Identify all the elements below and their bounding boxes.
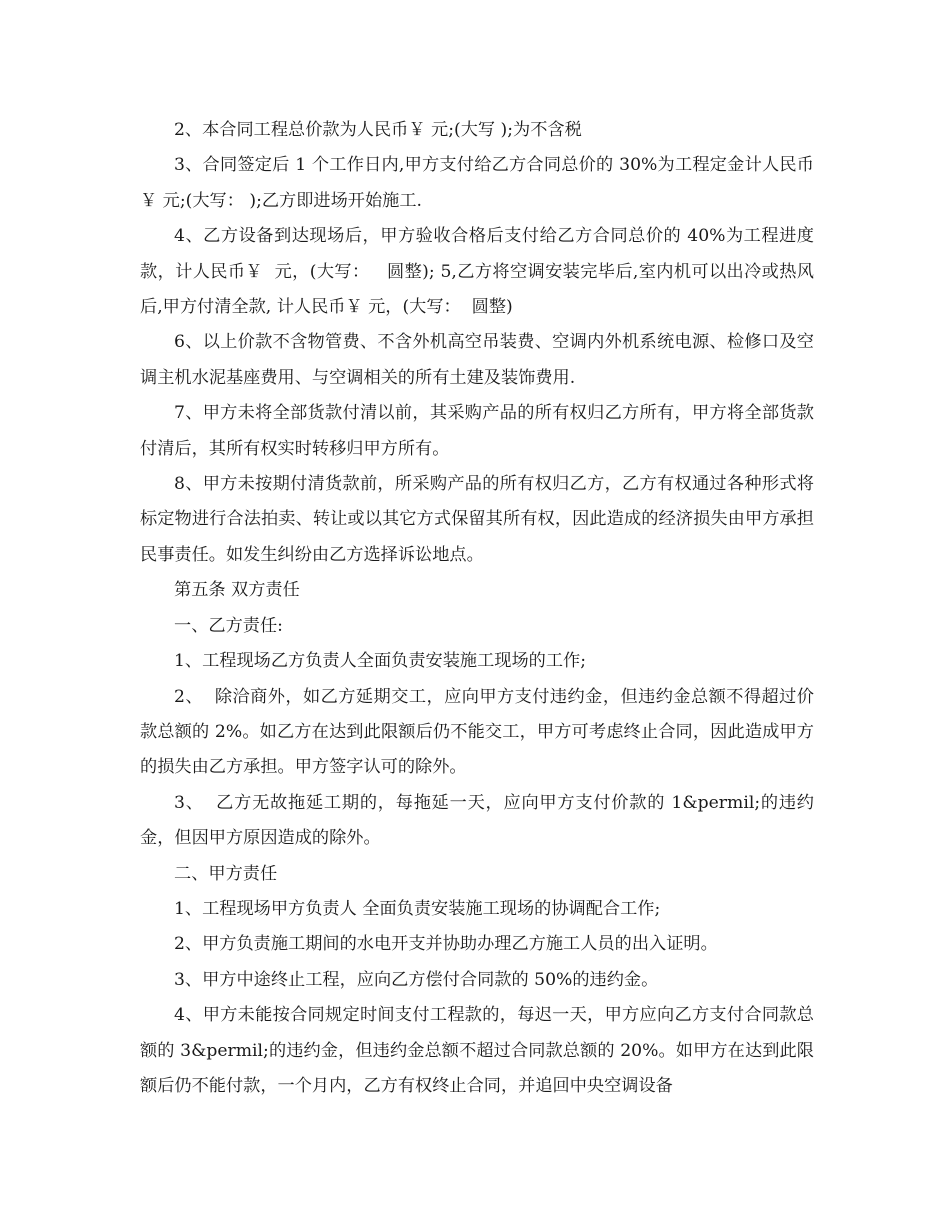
section-heading-article-5: 第五条 双方责任 [174,580,300,601]
paragraph-unpaid-ownership: 8、甲方未按期付清货款前，所采购产品的所有权归乙方，乙方有权通过各种形式将标定物进行合法拍卖、转让或以其它方式保留其所有权，因此造成的经济损失由甲方承担民事责任。如发生纠纷由乙方选择诉讼地点。 [140,474,814,565]
paragraph-party-b-3: 3、 乙方无故拖延工期的，每拖延一天，应向甲方支付价款的 1&permil;的违约金，但因甲方原因造成的除外。 [140,792,814,849]
paragraph-party-a-1: 1、工程现场甲方负责人 全面负责安装施工现场的协调配合工作; [174,898,661,919]
subheading-party-a-duties: 二、甲方责任 [174,863,278,884]
paragraph-total-price: 2、本合同工程总价款为人民币￥ 元;(大写 );为不含税 [174,120,582,140]
paragraph-party-a-3: 3、甲方中途终止工程，应向乙方偿付合同款的 50%的违约金。 [174,969,659,990]
paragraph-price-exclusions: 6、以上价款不含物管费、不含外机高空吊装费、空调内外机系统电源、检修口及空调主机水泥基座费用、与空调相关的所有土建及装饰费用. [140,332,814,388]
paragraph-ownership-transfer: 7、甲方未将全部货款付清以前，其采购产品的所有权归乙方所有，甲方将全部货款付清后，其所有权实时转移归甲方所有。 [140,403,814,459]
subheading-party-b-duties: 一、乙方责任: [174,615,283,636]
paragraph-party-a-2: 2、甲方负责施工期间的水电开支并协助办理乙方施工人员的出入证明。 [174,934,718,955]
paragraph-party-b-1: 1、工程现场乙方负责人全面负责安装施工现场的工作; [174,651,587,672]
paragraph-progress-payment: 4、乙方设备到达现场后，甲方验收合格后支付给乙方合同总价的 40%为工程进度款，计人民币￥ 元，(大写： 圆整); 5,乙方将空调安装完毕后,室内机可以出冷或热风后,甲方付清全款, 计人民币￥ 元，(大写： 圆整) [140,226,814,318]
paragraph-deposit: 3、合同签定后 1 个工作日内,甲方支付给乙方合同总价的 30%为工程定金计人民币￥ 元;(大写： );乙方即进场开始施工. [140,155,814,211]
paragraph-party-a-4: 4、甲方未能按合同规定时间支付工程款的，每迟一天，甲方应向乙方支付合同款总额的 3&permil;的违约金，但违约金总额不超过合同款总额的 20%。如甲方在达到此限额后仍不能付款，一个月内，乙方有权终止合同，并追回中央空调设备 [140,1005,814,1096]
document-body [140,113,814,1104]
paragraph-party-b-2: 2、 除洽商外，如乙方延期交工，应向甲方支付违约金，但违约金总额不得超过价款总额的 2%。如乙方在达到此限额后仍不能交工，甲方可考虑终止合同，因此造成甲方的损失由乙方承担。甲方签字认可的除外。 [140,686,814,778]
